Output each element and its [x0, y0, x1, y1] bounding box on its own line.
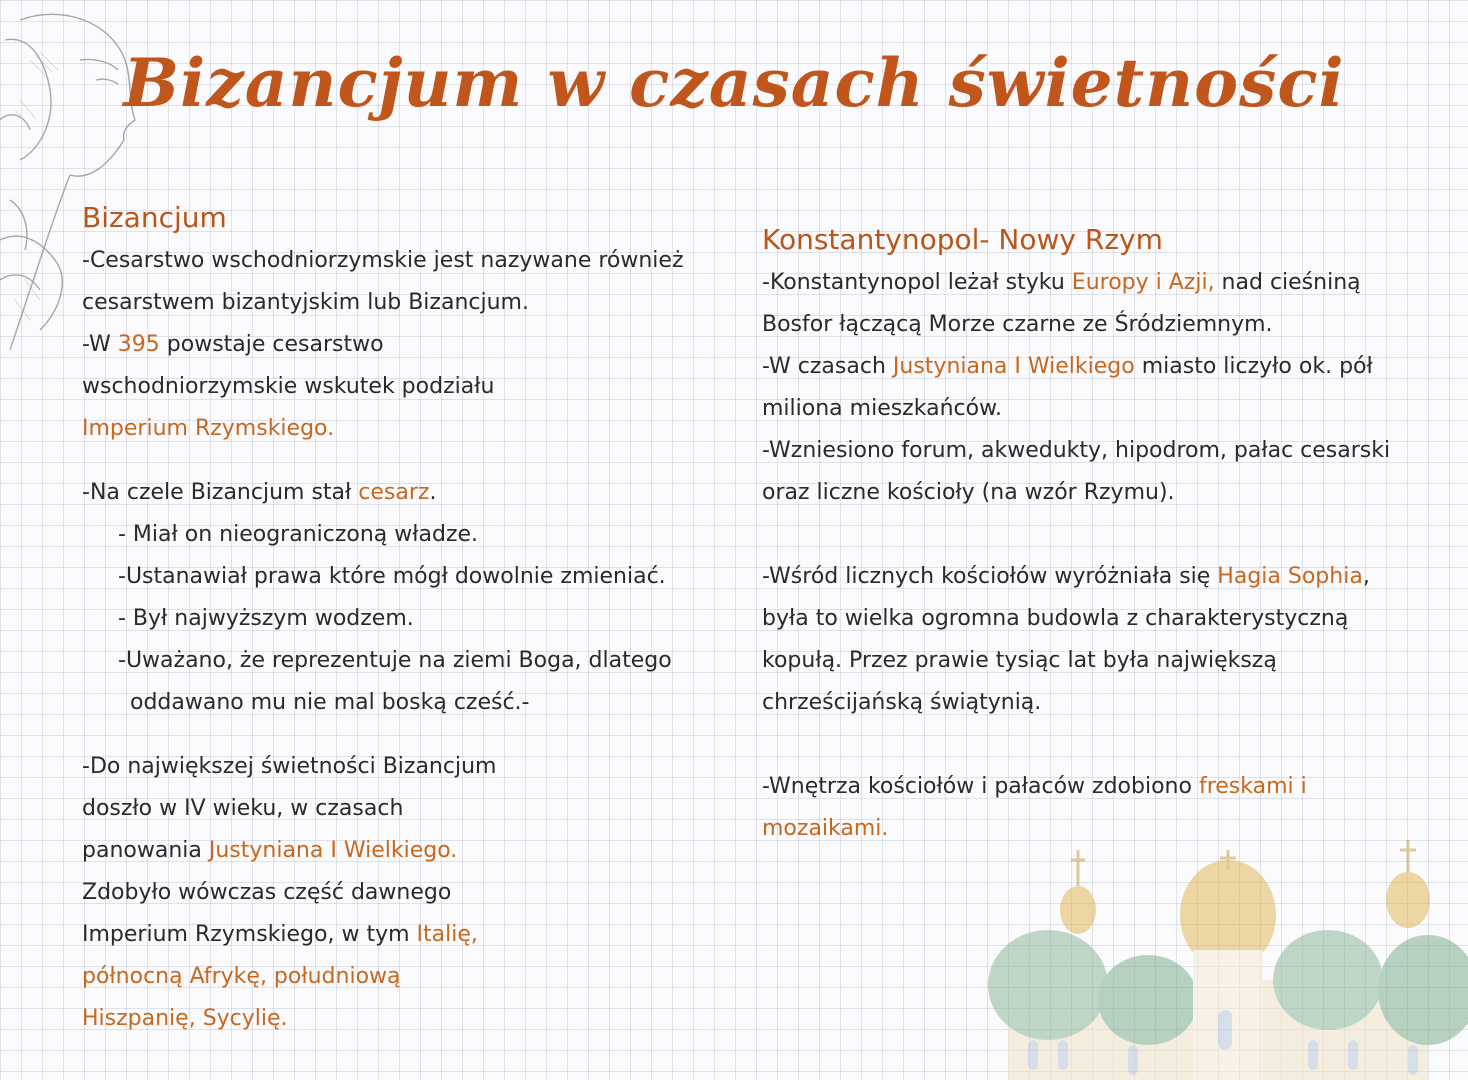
text-line [82, 914, 742, 956]
page-title: Bizancjum w czasach świetności [123, 44, 1345, 122]
text-line: chrześcijańską świątynią. [762, 690, 1042, 715]
text-fragment: , [1362, 564, 1370, 589]
highlight-line: mozaikami. [762, 816, 889, 841]
church-domes-icon [968, 810, 1468, 1080]
section-heading-konstantynopol: Konstantynopol- Nowy Rzym [762, 223, 1163, 256]
text-line: Bosfor łączącą Morze czarne ze Śródziemnym. [762, 312, 1273, 337]
highlight-year: 395 [117, 332, 160, 357]
text-line [82, 830, 742, 872]
text-fragment: -W czasach [762, 354, 893, 379]
list-item: -Ustanawiał prawa które mógł dowolnie zmieniać. [118, 564, 666, 589]
section-bizancjum [82, 196, 742, 1040]
highlight-justynian: Justyniana I Wielkiego [892, 354, 1135, 379]
text-line: -Na czele Bizancjum stał cesarz. [82, 480, 437, 505]
text-line: -Cesarstwo wschodniorzymskie jest nazywane również [82, 248, 684, 273]
text-fragment: nad cieśniną [1214, 270, 1361, 295]
highlight-cesarz: cesarz [358, 480, 430, 505]
text-line [762, 766, 1452, 808]
text-fragment: -Konstantynopol leżał styku [762, 270, 1072, 295]
list-item: - Miał on nieograniczoną władze. [118, 522, 479, 547]
highlight-italia: Italię, [416, 922, 478, 947]
highlight-europa-azja: Europy i Azji, [1071, 270, 1215, 295]
text-fragment: -W [82, 332, 118, 357]
text-fragment: Imperium Rzymskiego, w tym [82, 922, 417, 947]
highlight-line: północną Afrykę, południową [82, 964, 401, 989]
text-line: oraz liczne kościoły (na wzór Rzymu). [762, 480, 1175, 505]
highlight-justynian: Justyniana I Wielkiego. [208, 838, 458, 863]
text-line: wschodniorzymskie wskutek podziału [82, 374, 495, 399]
text-line: miliona mieszkańców. [762, 396, 1003, 421]
highlight-line: Imperium Rzymskiego. [82, 416, 335, 441]
highlight-hagia-sophia: Hagia Sophia [1217, 564, 1363, 589]
text-line: kopułą. Przez prawie tysiąc lat była największą [762, 648, 1277, 673]
text-line: była to wielka ogromna budowla z charakterystyczną [762, 606, 1349, 631]
section-konstantynopol [762, 218, 1452, 850]
section-heading-bizancjum: Bizancjum [82, 201, 227, 234]
text-line: -Do największej świetności Bizancjum [82, 754, 497, 779]
text-line [762, 556, 1452, 598]
text-line: cesarstwem bizantyjskim lub Bizancjum. [82, 290, 529, 315]
text-line [762, 262, 1452, 304]
highlight-line: Hiszpanię, Sycylię. [82, 1006, 288, 1031]
list-item: -Uważano, że reprezentuje na ziemi Boga, dlatego [118, 648, 672, 673]
text-line [82, 324, 742, 366]
text-fragment: -Wśród licznych kościołów wyróżniała się [762, 564, 1218, 589]
list-item: - Był najwyższym wodzem. [118, 606, 414, 631]
text-line: -Wzniesiono forum, akwedukty, hipodrom, pałac cesarski [762, 438, 1391, 463]
text-fragment: -Na czele Bizancjum stał [82, 480, 359, 505]
text-fragment: miasto liczyło ok. pół [1134, 354, 1373, 379]
highlight-freski: freskami i [1198, 774, 1307, 799]
text-fragment: powstaje cesarstwo [159, 332, 384, 357]
text-line: Zdobyło wówczas część dawnego [82, 880, 452, 905]
text-fragment: -Wnętrza kościołów i pałaców zdobiono [762, 774, 1199, 799]
list-item: oddawano mu nie mal boską cześć.- [130, 690, 530, 715]
text-line [762, 346, 1452, 388]
text-fragment: panowania [82, 838, 209, 863]
text-line: doszło w IV wieku, w czasach [82, 796, 404, 821]
